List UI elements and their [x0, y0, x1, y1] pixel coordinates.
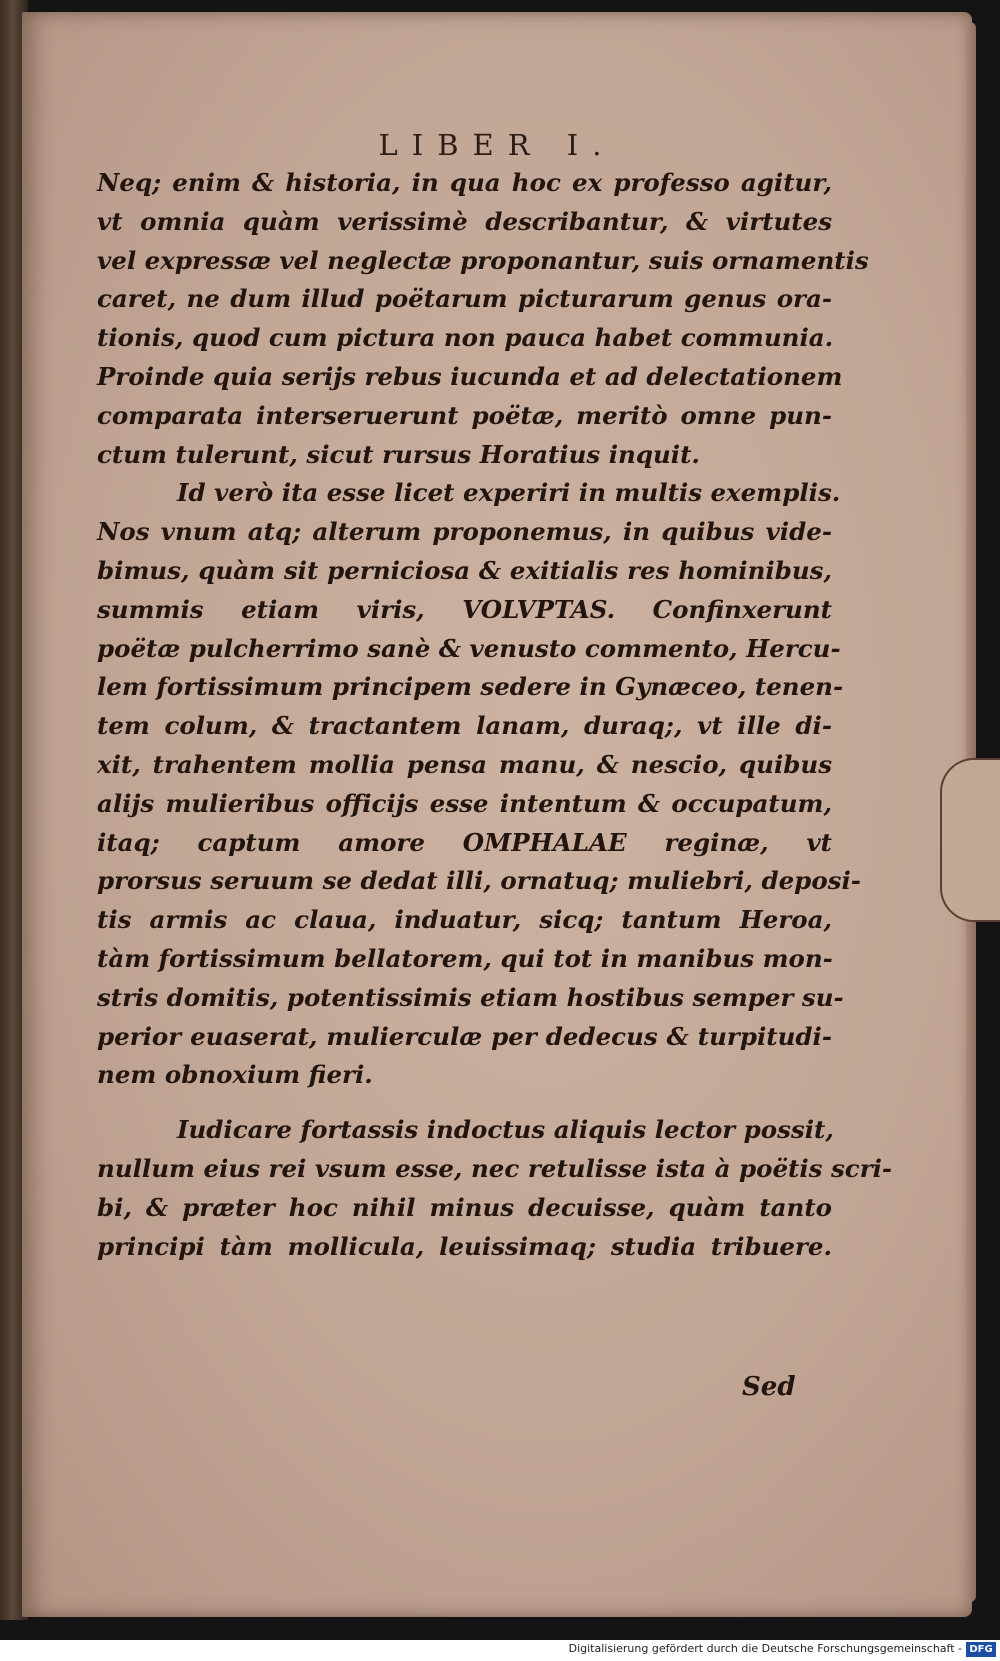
text-line: caret, ne dum illud poëtarum picturarum genus ora-: [97, 284, 832, 314]
paragraph-2: [97, 474, 861, 1095]
text-line: Id verò ita esse licet experiri in multis exemplis.: [177, 478, 841, 508]
catchword: Sed: [742, 1372, 796, 1402]
text-line: tem colum, & tractantem lanam, duraq;, vt ille di-: [97, 711, 832, 741]
text-line: stris domitis, potentissimis etiam hostibus semper su-: [97, 982, 844, 1012]
paragraph-1: [97, 164, 869, 474]
dfg-logo: DFG: [966, 1642, 996, 1657]
book-page: [22, 12, 972, 1617]
text-line: tis armis ac claua, induatur, sicq; tantum Heroa,: [97, 905, 832, 935]
text-line: Iudicare fortassis indoctus aliquis lector possit,: [177, 1115, 834, 1145]
text-line: Neq; enim & historia, in qua hoc ex professo agitur,: [97, 168, 832, 197]
paragraph-gap: [97, 1095, 832, 1111]
text-line: Nos vnum atq; alterum proponemus, in quibus vide-: [97, 517, 832, 547]
text-line: vt omnia quàm verissimè describantur, & virtutes: [97, 206, 832, 236]
text-line: prorsus seruum se dedat illi, ornatuq; muliebri, deposi-: [97, 866, 861, 896]
text-line: perior euaserat, mulierculæ per dedecus & turpitudi-: [97, 1021, 832, 1051]
paragraph-3: [97, 1111, 893, 1266]
text-line: ctum tulerunt, sicut rursus Horatius inquit.: [97, 439, 700, 469]
text-line: tàm fortissimum bellatorem, qui tot in manibus mon-: [97, 943, 833, 973]
text-line: vel expressæ vel neglectæ proponantur, suis ornamentis: [97, 245, 869, 275]
text-line: bi, & præter hoc nihil minus decuisse, quàm tanto: [97, 1192, 832, 1222]
text-line: principi tàm mollicula, leuissimaq; studia tribuere.: [97, 1231, 832, 1261]
text-line: lem fortissimum principem sedere in Gynæceo, tenen-: [97, 672, 844, 702]
text-line: nem obnoxium fieri.: [97, 1060, 373, 1090]
text-line: alijs mulieribus officijs esse intentum & occupatum,: [97, 788, 832, 818]
text-line: bimus, quàm sit perniciosa & exitialis res hominibus,: [97, 555, 832, 585]
text-line: comparata interseruerunt poëtæ, meritò omne pun-: [97, 400, 832, 430]
footer-credit: Digitalisierung gefördert durch die Deutsche Forschungsgemeinschaft -: [568, 1642, 962, 1655]
text-line: Proinde quia serijs rebus iucunda et ad delectationem: [97, 361, 843, 391]
page-marker-tab: [940, 758, 1000, 922]
running-head: LIBER I.: [378, 128, 616, 162]
text-line: nullum eius rei vsum esse, nec retulisse ista à poëtis scri-: [97, 1153, 893, 1183]
digitization-footer: [0, 1640, 1000, 1661]
text-line: summis etiam viris, VOLVPTAS. Confinxerunt: [97, 594, 832, 624]
text-line: xit, trahentem mollia pensa manu, & nescio, quibus: [97, 749, 832, 779]
text-line: itaq; captum amore OMPHALAE reginæ, vt: [97, 827, 832, 857]
text-line: poëtæ pulcherrimo sanè & venusto commento, Hercu-: [97, 633, 841, 663]
body-text: [97, 164, 893, 1266]
text-line: tionis, quod cum pictura non pauca habet communia.: [97, 323, 834, 353]
